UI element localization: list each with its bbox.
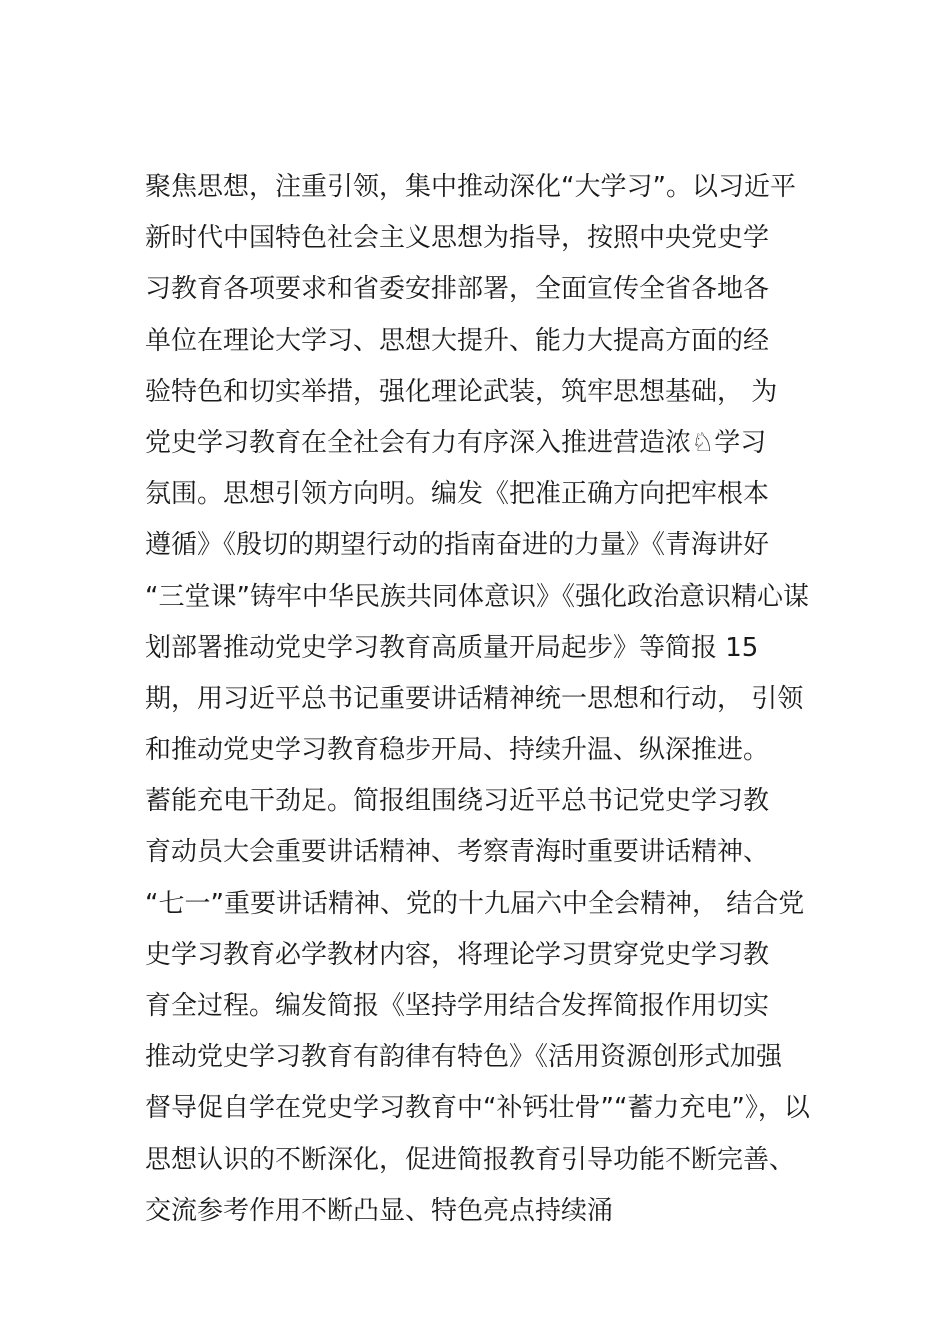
text-line: 蓄能充电干劲足。简报组围绕习近平总书记党史学习教 (145, 786, 770, 817)
text-line: 党史学习教育在全社会有力有序深入推进营造浓♘学习 (145, 427, 767, 458)
text-line: 期，用习近平总书记重要讲话精神统一思想和行动， 引领 (145, 683, 804, 714)
text-line: 遵循》《殷切的期望行动的指南奋进的力量》《青海讲好 (145, 530, 770, 561)
text-line: 督导促自学在党史学习教育中“补钙壮骨”“蓄力充电”》，以 (145, 1093, 810, 1124)
text-line: 和推动党史学习教育稳步开局、持续升温、纵深推进。 (145, 735, 770, 766)
text-line: “七一”重要讲话精神、党的十九届六中全会精神， 结合党 (145, 888, 805, 919)
text-line: 验特色和切实举措，强化理论武装，筑牢思想基础， 为 (145, 376, 778, 407)
text-line: 聚焦思想，注重引领，集中推动深化“大学习”。以习近平 (145, 172, 796, 202)
text-line: 育动员大会重要讲话精神、考察青海时重要讲话精神、 (145, 837, 770, 868)
text-line: 史学习教育必学教材内容，将理论学习贯穿党史学习教 (145, 939, 770, 970)
body-paragraph (145, 162, 845, 1237)
text-line: 单位在理论大学习、思想大提升、能力大提高方面的经 (145, 325, 770, 356)
text-line: 氛围。思想引领方向明。编发《把准正确方向把牢根本 (145, 479, 770, 510)
text-line: 划部署推动党史学习教育高质量开局起步》等简报 15 (145, 632, 759, 663)
text-line: 思想认识的不断深化，促进简报教育引导功能不断完善、 (145, 1144, 796, 1175)
text-line: 推动党史学习教育有韵律有特色》《活用资源创形式加强 (145, 1042, 783, 1073)
text-line: 交流参考作用不断凸显、特色亮点持续涌 (145, 1195, 614, 1226)
text-line: “三堂课”铸牢中华民族共同体意识》《强化政治意识精心谋 (145, 581, 809, 612)
text-line: 育全过程。编发简报《坚持学用结合发挥简报作用切实 (145, 991, 770, 1021)
text-line: 习教育各项要求和省委安排部署，全面宣传全省各地各 (145, 274, 770, 305)
text-line: 新时代中国特色社会主义思想为指导，按照中央党史学 (145, 223, 770, 254)
